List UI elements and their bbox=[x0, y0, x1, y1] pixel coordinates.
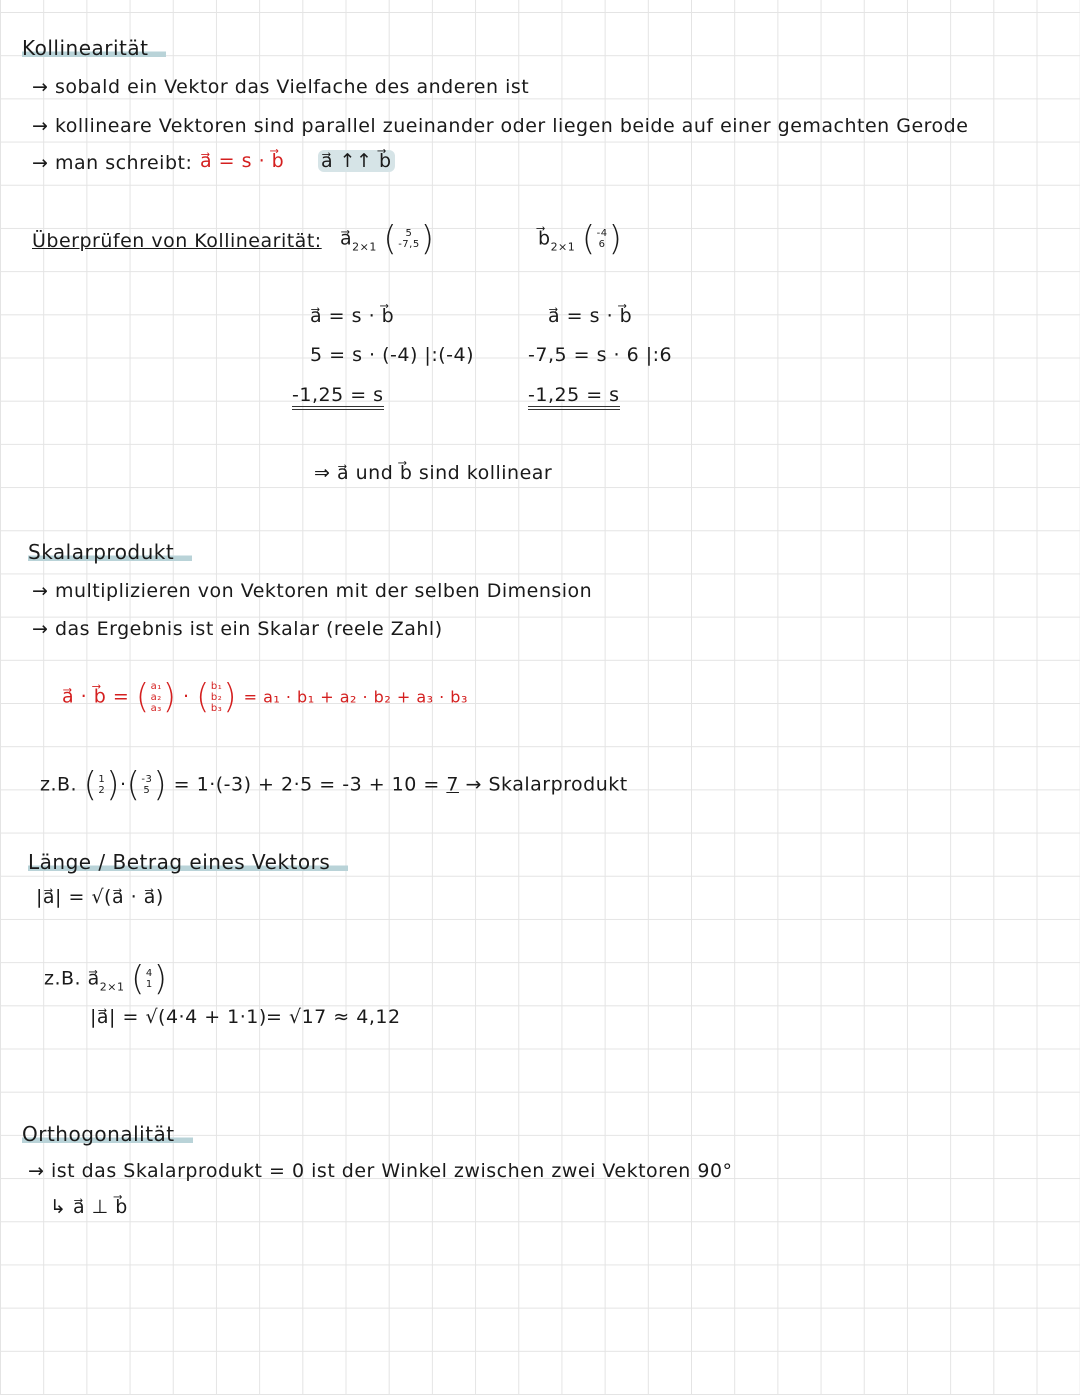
matrix-entry: 1 bbox=[145, 979, 153, 990]
vector-b: $b⃗_{2\times 1}$ ( -4 6 ) bbox=[538, 219, 623, 259]
bullet: → kollineare Vektoren sind parallel zueinander oder liegen beide auf einer gemachten Gerode bbox=[32, 115, 969, 137]
example-result: 7 bbox=[446, 773, 459, 796]
scalar-example: z.B. ( 1 2 ) · ( -3 5 ) = 1·(-3) + 2·5 = -3 + 10 = 7 → Skalarprodukt bbox=[40, 765, 628, 805]
matrix-entry: 5 bbox=[143, 785, 151, 796]
scalar-product-formula: a⃗ · b⃗ = ( a₁ a₂ a₃ ) · ( b₁ b₂ b₃ ) = a₁ · b₁ + a₂ · b₂ + a₃ · b₃ bbox=[62, 677, 468, 717]
example-label: z.B. bbox=[40, 773, 78, 796]
calc-left-2: 5 = s · (-4) |:(-4) bbox=[310, 344, 474, 366]
orthogonal-consequence: ↳ a⃗ ⊥ b⃗ bbox=[50, 1196, 128, 1218]
length-formula: |a⃗| = √(a⃗ · a⃗) bbox=[36, 886, 164, 908]
vector-dim: 2×1 bbox=[99, 980, 125, 994]
vector-a: $a⃗_{2\times 1}$ ( 5 -7,5 ) bbox=[340, 219, 435, 259]
matrix-entry: 1 bbox=[98, 774, 106, 785]
notation-parallel: a⃗ ↑↑ b⃗ bbox=[318, 150, 395, 172]
section-title-skalarprodukt: Skalarprodukt bbox=[28, 540, 192, 564]
section-title-laenge: Länge / Betrag eines Vektors bbox=[28, 850, 348, 874]
matrix-entry: 4 bbox=[145, 968, 153, 979]
matrix-entry: a₃ bbox=[150, 702, 162, 714]
section-title-pruefen: Überprüfen von Kollinearität: bbox=[32, 230, 322, 252]
result-left: -1,25 = s bbox=[292, 384, 384, 410]
calc-right-1: a⃗ = s · b⃗ bbox=[548, 305, 633, 327]
vector-name: a⃗ bbox=[87, 967, 100, 990]
bullet: → ist das Skalarprodukt = 0 ist der Winkel zwischen zwei Vektoren 90° bbox=[28, 1160, 733, 1182]
formula-rhs: = a₁ · b₁ + a₂ · b₂ + a₃ · b₃ bbox=[243, 687, 468, 707]
bullet: → sobald ein Vektor das Vielfache des anderen ist bbox=[32, 76, 530, 98]
matrix-entry: 5 bbox=[405, 228, 413, 239]
vector-name: a⃗ bbox=[340, 227, 353, 250]
notation-formula: a⃗ = s · b⃗ bbox=[200, 150, 285, 172]
example-label: z.B. bbox=[44, 967, 82, 990]
matrix-entry: -4 bbox=[596, 228, 608, 239]
section-title-orthogonalitaet: Orthogonalität bbox=[22, 1122, 193, 1146]
length-calc: |a⃗| = √(4·4 + 1·1) bbox=[90, 1006, 267, 1028]
length-result: = √17 ≈ 4,12 bbox=[266, 1006, 401, 1028]
matrix-entry: 2 bbox=[98, 785, 106, 796]
matrix-entry: -7,5 bbox=[398, 239, 420, 250]
matrix-entry: -3 bbox=[141, 774, 153, 785]
conclusion: ⇒ a⃗ und b⃗ sind kollinear bbox=[314, 462, 553, 484]
calc-right-2: -7,5 = s · 6 |:6 bbox=[528, 344, 673, 366]
vector-name: b⃗ bbox=[538, 227, 551, 250]
bullet: → das Ergebnis ist ein Skalar (reele Zahl) bbox=[32, 618, 443, 640]
bullet: → multiplizieren von Vektoren mit der selben Dimension bbox=[32, 580, 593, 602]
matrix-entry: b₃ bbox=[210, 702, 223, 714]
notation-label: → man schreibt: bbox=[32, 152, 193, 174]
example-calc: = 1·(-3) + 2·5 = -3 + 10 = bbox=[173, 773, 440, 796]
vector-dim: 2×1 bbox=[550, 240, 576, 254]
length-example: z.B. $a⃗_{2\times 1}$ ( 4 1 ) bbox=[44, 959, 168, 999]
formula-lhs: a⃗ · b⃗ = bbox=[62, 685, 130, 708]
example-note: → Skalarprodukt bbox=[465, 773, 628, 796]
matrix-entry: 6 bbox=[598, 239, 606, 250]
matrix-entry: b₂ bbox=[210, 691, 223, 703]
vector-dim: 2×1 bbox=[352, 240, 377, 254]
section-title-kollinearitaet: Kollinearität bbox=[22, 36, 166, 60]
calc-left-1: a⃗ = s · b⃗ bbox=[310, 305, 395, 327]
matrix-entry: a₁ bbox=[150, 680, 162, 692]
result-right: -1,25 = s bbox=[528, 384, 620, 410]
matrix-entry: a₂ bbox=[150, 691, 162, 703]
matrix-entry: b₁ bbox=[210, 680, 223, 692]
